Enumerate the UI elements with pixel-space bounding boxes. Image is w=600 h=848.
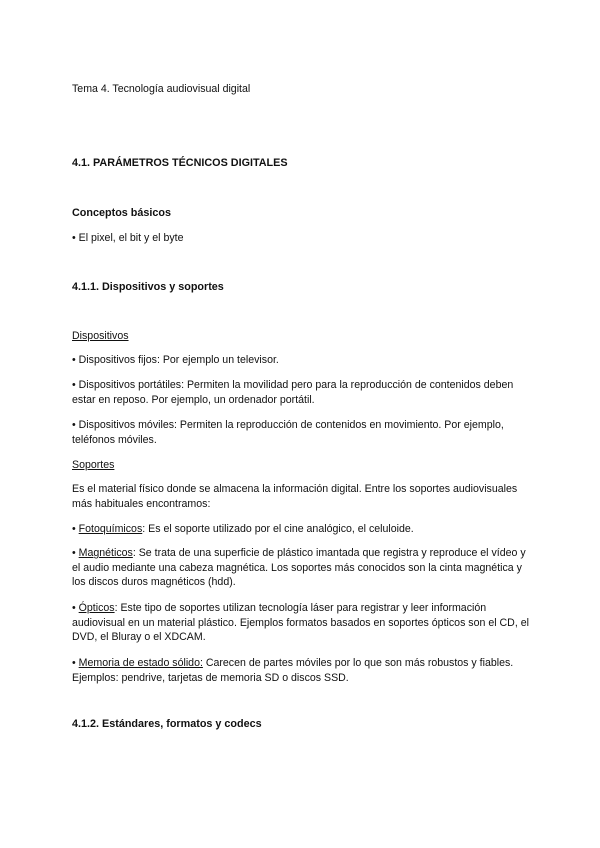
term-memoria: Memoria de estado sólido:	[78, 657, 203, 669]
tema-header: Tema 4. Tecnología audiovisual digital	[72, 83, 251, 95]
conceptos-basicos-title: Conceptos básicos	[72, 207, 171, 219]
desc-memoria: Carecen de partes móviles por lo que son más robustos y fiables. Ejemplos: pendrive, tarjetas de memoria SD o discos SSD.	[72, 657, 514, 684]
desc-opticos: : Este tipo de soportes utilizan tecnología láser para registrar y leer información audiovisual en un material plástico. Ejemplos formatos basados en soportes ópticos son el CD, el DVD, el Bluray o el XDCAM.	[72, 602, 529, 644]
conceptos-bullet: • El pixel, el bit y el byte	[72, 232, 184, 244]
desc-fotoquimicos: : Es el soporte utilizado por el cine analógico, el celuloide.	[142, 523, 414, 535]
desc-magneticos: : Se trata de una superficie de plástico imantada que registra y reproduce el vídeo y el audio mediante una cabeza magnética. Los soportes más conocidos son la cinta magnética y los discos duros magnéticos (hdd).	[72, 547, 526, 589]
bullet: •	[72, 602, 79, 614]
section-4-1-1-title: 4.1.1. Dispositivos y soportes	[72, 281, 224, 293]
soportes-title: Soportes	[72, 459, 115, 471]
section-4-1-2-title: 4.1.2. Estándares, formatos y codecs	[72, 718, 262, 730]
bullet: •	[72, 547, 79, 559]
term-fotoquimicos: Fotoquímicos	[78, 523, 143, 535]
dispositivos-item-moviles: • Dispositivos móviles: Permiten la reproducción de contenidos en movimiento. Por ejemplo, teléfonos móviles.	[72, 419, 504, 446]
term-magneticos: Magnéticos	[78, 547, 133, 559]
dispositivos-item-fijos: • Dispositivos fijos: Por ejemplo un televisor.	[72, 354, 279, 366]
term-opticos: Ópticos	[78, 602, 115, 614]
soportes-intro: Es el material físico donde se almacena la información digital. Entre los soportes audiovisuales más habituales encontramos:	[72, 483, 518, 510]
soporte-item-memoria	[72, 656, 532, 685]
dispositivos-item-portatiles: • Dispositivos portátiles: Permiten la movilidad pero para la reproducción de contenidos deben estar en reposo. Por ejemplo, un ordenador portátil.	[72, 379, 514, 406]
soporte-item-fotoquimicos	[72, 522, 532, 537]
dispositivos-title: Dispositivos	[72, 330, 129, 342]
bullet: •	[72, 523, 79, 535]
bullet: •	[72, 657, 79, 669]
soporte-item-opticos	[72, 601, 532, 645]
section-4-1-title: 4.1. PARÁMETROS TÉCNICOS DIGITALES	[72, 157, 288, 169]
soporte-item-magneticos	[72, 546, 532, 590]
